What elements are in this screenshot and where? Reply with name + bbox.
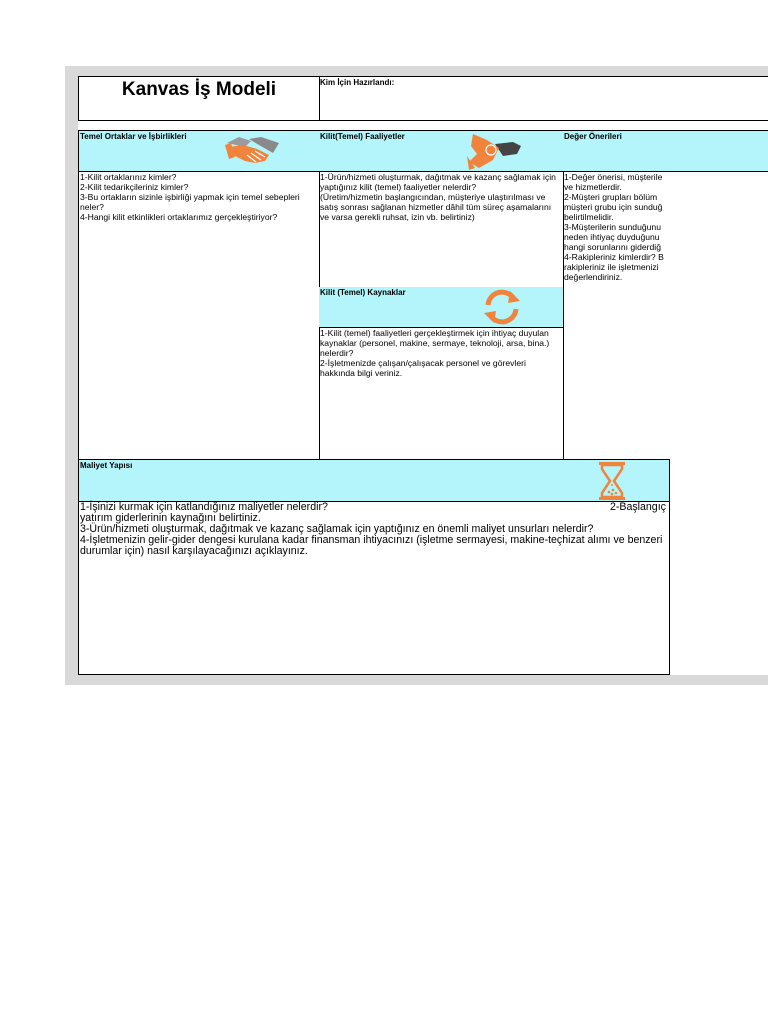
key-activities-body[interactable]: 1-Ürün/hizmeti oluşturmak, dağıtmak ve kazanç sağlamak için yaptığınız kilit (temel) faaliyetler nelerdir? (Üretim/hizmetin başlangıcından, müşteriye ulaştırılması ve satış sonrası sağlanan hizmetler dâhil tüm süreç aşamalarını ve varsa gerekli ruhsat, izin vb. belirtiniz) bbox=[319, 171, 564, 288]
key-resources-body[interactable]: 1-Kilit (temel) faaliyetleri gerçekleştirmek için ihtiyaç duyulan kaynaklar (personel, makine, sermaye, teknoloji, arsa, bina.) nelerdir? 2-İşletmenizde çalışan/çalışacak personel ve görevleri hakkında bilgi veriniz. bbox=[319, 327, 564, 460]
key-partners-label: Temel Ortaklar ve İşbirlikleri bbox=[80, 132, 187, 141]
key-partners-header bbox=[78, 130, 320, 172]
cost-structure-question-2-start: 2-Başlangıç bbox=[610, 501, 666, 513]
key-activities-label: Kilit(Temel) Faaliyetler bbox=[320, 132, 405, 141]
refresh-icon bbox=[482, 289, 522, 325]
hand-coin-icon bbox=[465, 132, 523, 172]
key-resources-header bbox=[319, 287, 564, 328]
cost-structure-question-1: 1-İşinizi kurmak için katlandığınız maliyetler nelerdir? bbox=[80, 501, 328, 513]
cost-structure-questions-rest: yatırım giderlerinin kaynağını belirtiniz. 3-Ürün/hizmeti oluşturmak, dağıtmak ve kazanç sağlamak için yaptığınız en önemli maliyet unsurları nelerdir? 4-İşletmenizin gelir-gider dengesi kurulana kadar finansman ihtiyacınızı (işletme sermayesi, makine-teçhizat alımı ve benzeri durumlar için) nasıl karşılayacağınızı açıklayınız. bbox=[80, 512, 663, 557]
value-propositions-label: Değer Önerileri bbox=[564, 132, 622, 141]
handshake-icon bbox=[225, 133, 281, 169]
value-propositions-header bbox=[563, 130, 768, 172]
cost-structure-header bbox=[78, 459, 670, 502]
key-partners-body[interactable]: 1-Kilit ortaklarınız kimler? 2-Kilit tedarikçileriniz kimler? 3-Bu ortakların sizinle işbirliği yapmak için temel sebepleri neler? 4-Hangi kilit etkinlikleri ortaklarımız gerçekleştiriyor? bbox=[78, 171, 320, 460]
key-activities-header bbox=[319, 130, 564, 172]
cost-structure-label: Maliyet Yapısı bbox=[80, 461, 133, 470]
prepared-for-field[interactable]: Kim İçin Hazırlandı: bbox=[319, 76, 768, 121]
page-title: Kanvas İş Modeli bbox=[78, 76, 320, 121]
canvas-sheet bbox=[78, 76, 768, 675]
cost-structure-body[interactable] bbox=[78, 501, 670, 675]
value-propositions-body[interactable]: 1-Değer önerisi, müşterile ve hizmetlerdir. 2-Müşteri grupları bölüm müşteri grubu için sunduğ belirtilmelidir. 3-Müşterilerin sunduğunu neden ihtiyaç duyduğunu hangi sorunlarını giderdiğ 4-Rakipleriniz kimlerdir? B rakipleriniz ile işletmenizi değerlendiriniz. bbox=[564, 172, 664, 282]
hourglass-icon bbox=[597, 461, 627, 501]
key-resources-label: Kilit (Temel) Kaynaklar bbox=[320, 288, 406, 297]
